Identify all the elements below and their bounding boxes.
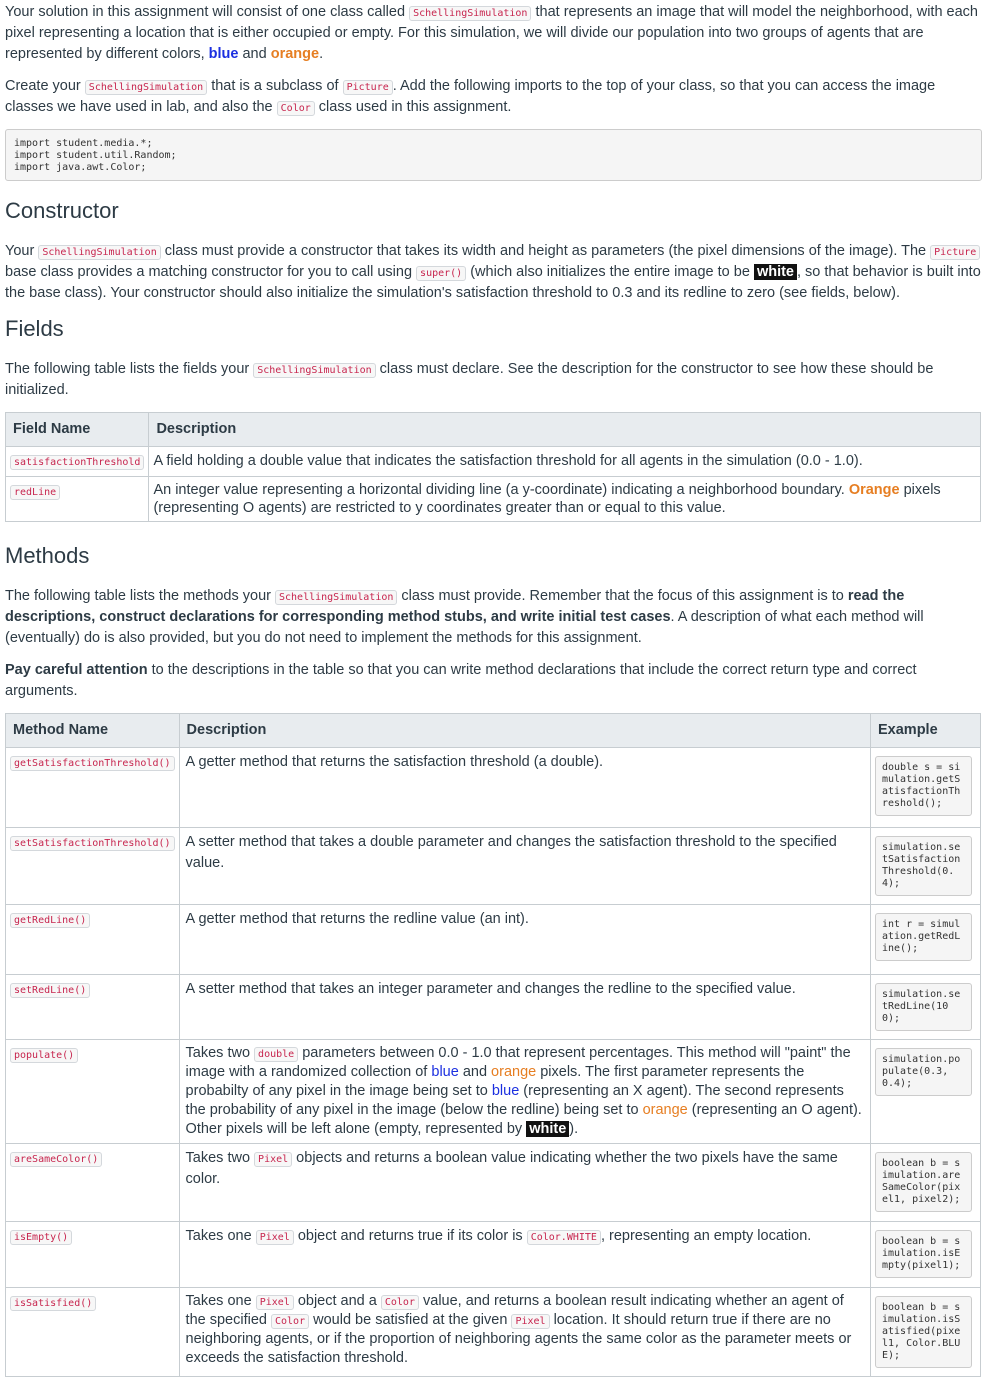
method-description: Takes two Pixel objects and returns a boolean value indicating whether the two pixels have the same color. [179,1144,870,1222]
field-description: An integer value representing a horizontal dividing line (a y-coordinate) indicating a neighborhood boundary. Orange pixels (representing O agents) are restricted to y coordinates greater than or equal to this value. [149,477,981,522]
example-code: simulation.setSatisfactionThreshold(0.4); [875,836,972,896]
method-name: setRedLine() [10,983,90,998]
method-description: Takes one Pixel object and returns true if its color is Color.WHITE , representing an empty location. [179,1222,870,1288]
example-code: boolean b = simulation.isEmpty(pixel1); [875,1230,972,1278]
table-row [6,905,981,975]
inline-code: super() [416,266,466,281]
blue-text: blue [208,46,239,62]
method-name: isSatisfied() [10,1296,96,1311]
subclass-paragraph: Create your SchellingSimulation that is a subclass of Picture . Add the following imports to the top of your class, so that you can access the image classes we have used in lab, and also the Color class used in this assignment. [5,78,936,115]
example-code: double s = simulation.getSatisfactionThreshold(); [875,756,972,816]
example-code: simulation.populate(0.3, 0.4); [875,1048,972,1096]
inline-code: SchellingSimulation [38,245,160,260]
method-description: A setter method that takes a double parameter and changes the satisfaction threshold to the specified value. [179,828,870,905]
constructor-heading: Constructor [5,198,119,223]
methods-paragraph: The following table lists the methods your SchellingSimulation class must provide. Remember that the focus of this assignment is to read the descriptions, construct declarations for corresponding method stubs, and write initial test cases. A description of what each method will (eventually) do is also provided, but you do not need to implement the methods for this assignment. [5,588,924,646]
methods-table [5,713,981,1377]
methods-heading: Methods [5,543,90,568]
inline-code: SchellingSimulation [409,6,531,21]
fields-paragraph: The following table lists the fields your SchellingSimulation class must declare. See the description for the constructor to see how these should be initialized. [5,361,934,398]
attention-paragraph: Pay careful attention to the descriptions in the table so that you can write method declarations that include the correct return type and correct arguments. [5,662,917,699]
white-label: white [754,264,797,280]
inline-code: Picture [930,245,980,260]
table-row [6,1144,981,1222]
table-header-row [6,714,981,748]
column-header: Description [149,413,981,447]
table-row [6,828,981,905]
example-code: int r = simulation.getRedLine(); [875,913,972,961]
column-header: Field Name [6,413,149,447]
imports-code-block: import student.media.*; import student.util.Random; import java.awt.Color; [5,129,982,181]
method-name: populate() [10,1048,78,1063]
inline-code: SchellingSimulation [85,80,207,95]
fields-heading: Fields [5,316,64,341]
example-code: boolean b = simulation.areSameColor(pixel1, pixel2); [875,1152,972,1212]
table-row [6,447,981,477]
table-row [6,748,981,828]
example-code: simulation.setRedLine(100); [875,983,972,1031]
method-description: Takes two double parameters between 0.0 - 1.0 that represent percentages. This method will "paint" the image with a randomized collection of blue and orange pixels. The first parameter represents the probabilty of any pixel in the image being set to blue (representing an X agent). The second represents the probability of any pixel in the image (below the redline) being set to orange (representing an O agent). Other pixels will be left alone (empty, represented by white ). [179,1040,870,1144]
field-description: A field holding a double value that indicates the satisfaction threshold for all agents in the simulation (0.0 - 1.0). [149,447,981,477]
inline-code: Picture [343,80,393,95]
method-description: A getter method that returns the redline value (an int). [179,905,870,975]
field-name: redLine [10,485,60,500]
table-row [6,1222,981,1288]
method-name: isEmpty() [10,1230,72,1245]
table-row [6,477,981,522]
method-name: setSatisfactionThreshold() [10,836,175,851]
example-code: boolean b = simulation.isSatisfied(pixel1, Color.BLUE); [875,1296,972,1368]
inline-code: Color [277,101,315,116]
constructor-paragraph: Your SchellingSimulation class must provide a constructor that takes its width and height as parameters (the pixel dimensions of the image). The Picture base class provides a matching constructor for you to call using super() (which also initializes the entire image to be white , so that behavior is built into the base class). Your constructor should also initialize the simulation's satisfaction threshold to 0.3 and its redline to zero (see fields, below). [5,243,981,301]
assignment-page [0,2,993,1377]
column-header: Example [871,714,981,748]
method-description: Takes one Pixel object and a Color value, and returns a boolean result indicating whether an agent of the specified Color would be satisfied at the given Pixel location. It should return true if there are no neighboring agents, or if the proportion of neighboring agents the same color as the parameter meets or exceeds the satisfaction threshold. [179,1288,870,1377]
method-name: getRedLine() [10,913,90,928]
method-description: A setter method that takes an integer parameter and changes the redline to the specified value. [179,975,870,1040]
table-row [6,1040,981,1144]
inline-code: SchellingSimulation [275,590,397,605]
method-name: areSameColor() [10,1152,102,1167]
field-name: satisfactionThreshold [10,455,144,470]
inline-code: SchellingSimulation [253,363,375,378]
intro-paragraph: Your solution in this assignment will consist of one class called SchellingSimulation that represents an image that will model the neighborhood, with each pixel representing a location that is either occupied or empty. For this simulation, we will divide our population into two groups of agents that are represented by different colors, blue and orange. [5,4,979,62]
orange-text: orange [270,46,320,62]
method-name: getSatisfactionThreshold() [10,756,175,771]
table-row [6,1288,981,1377]
fields-table [5,412,981,522]
column-header: Method Name [6,714,180,748]
white-label: white [526,1121,569,1137]
table-header-row [6,413,981,447]
method-description: A getter method that returns the satisfaction threshold (a double). [179,748,870,828]
column-header: Description [179,714,870,748]
table-row [6,975,981,1040]
